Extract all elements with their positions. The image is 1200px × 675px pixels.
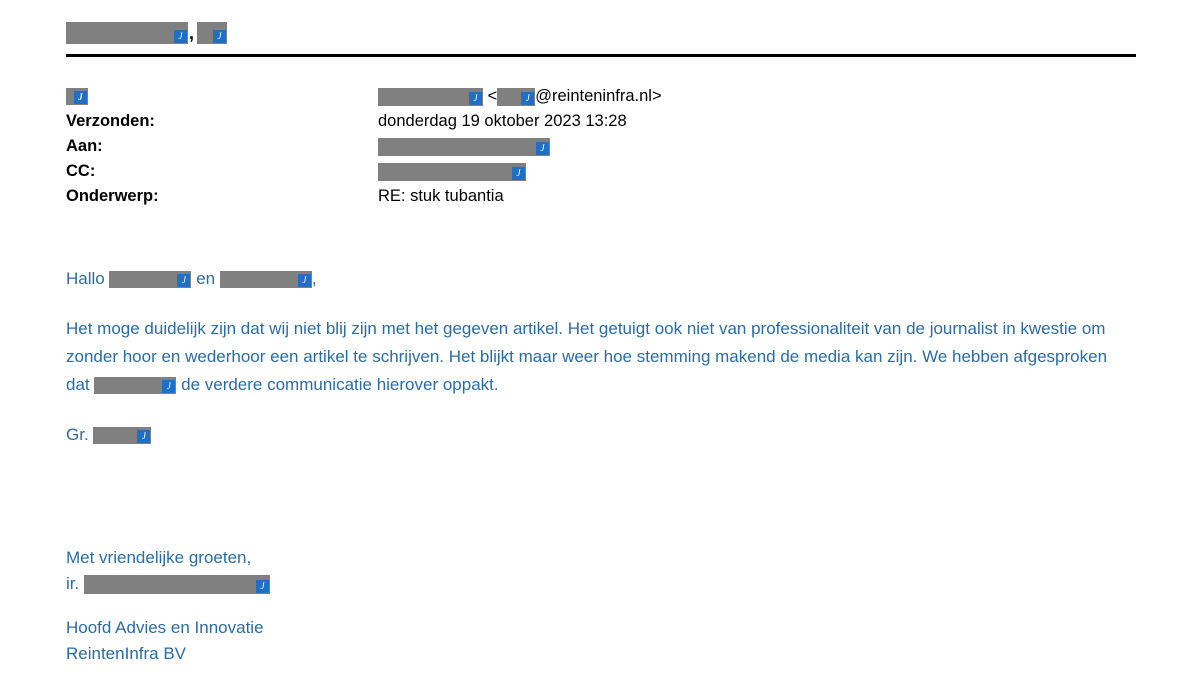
- redaction-box: [378, 138, 550, 156]
- email-header-fields: [66, 84, 1136, 209]
- signature-spacer: [66, 597, 1134, 615]
- signature-role: Hoofd Advies en Innovatie: [66, 618, 264, 637]
- field-label-to: Aan:: [66, 137, 103, 155]
- email-domain: @reinteninfra.nl: [535, 87, 652, 105]
- field-row-sent: [66, 109, 1136, 134]
- signature-greeting: Met vriendelijke groeten,: [66, 548, 252, 567]
- redaction-box: [378, 163, 526, 181]
- field-label-cc: CC:: [66, 162, 96, 180]
- greeting-start: Hallo: [66, 269, 105, 288]
- redaction-box: [197, 22, 227, 44]
- redaction-box: [66, 88, 88, 105]
- body-paragraph: [66, 315, 1134, 399]
- greeting-end: ,: [311, 269, 317, 288]
- angle-close: >: [651, 87, 662, 105]
- redaction-box: [109, 271, 191, 288]
- field-label-subject: Onderwerp:: [66, 187, 159, 205]
- signature-name-line: [66, 571, 1134, 597]
- field-value-subject: RE: stuk tubantia: [378, 187, 504, 205]
- field-label-sent: Verzonden:: [66, 112, 155, 130]
- redaction-tag: J: [213, 30, 226, 43]
- header-divider: [66, 54, 1136, 57]
- redaction-tag: J: [521, 92, 534, 105]
- body-greeting: [66, 265, 1134, 293]
- field-value-from: [378, 84, 1136, 109]
- paragraph-text-part2: de verdere communicatie hierover oppakt.: [181, 375, 499, 394]
- redaction-tag: J: [536, 142, 549, 155]
- field-row-subject: [66, 184, 1136, 209]
- header-separator: ,: [189, 22, 195, 43]
- redaction-box: [93, 427, 151, 444]
- field-value-cc: [378, 159, 1136, 184]
- field-value-to: [378, 134, 1136, 159]
- body-closing: [66, 421, 1134, 449]
- redaction-box: [84, 575, 270, 594]
- redaction-tag: J: [256, 580, 269, 593]
- signature-company: ReintenInfra BV: [66, 644, 187, 663]
- redaction-tag: J: [162, 380, 175, 393]
- email-signature: [66, 545, 1134, 667]
- field-row-cc: [66, 159, 1136, 184]
- redaction-tag: J: [74, 91, 87, 104]
- redaction-tag: J: [177, 274, 190, 287]
- angle-open: <: [487, 87, 498, 105]
- closing-text: Gr.: [66, 425, 89, 444]
- field-row-from: [66, 84, 1136, 109]
- redaction-box: [378, 88, 483, 106]
- field-label-from: [66, 84, 378, 109]
- redaction-tag: J: [137, 430, 150, 443]
- paragraph-text-part1: Het moge duidelijk zijn dat wij niet blij zijn met het gegeven artikel. Het getuigt ook niet van professionaliteit van de journalist in kwestie om zonder hoor en wederhoor een artikel te schrijven. Het blijkt maar weer hoe stemming makend de media kan zijn. We hebben afgesproken dat: [66, 319, 1108, 394]
- redaction-tag: J: [512, 167, 525, 180]
- redaction-box: [66, 22, 188, 44]
- field-value-sent: donderdag 19 oktober 2023 13:28: [378, 112, 627, 130]
- redaction-tag: J: [298, 274, 311, 287]
- field-row-to: [66, 134, 1136, 159]
- greeting-middle: en: [196, 269, 216, 288]
- redaction-box: [94, 377, 176, 394]
- email-body: [66, 265, 1134, 449]
- redaction-box: [497, 88, 535, 106]
- document-header-line: [66, 22, 1133, 48]
- redaction-tag: J: [469, 92, 482, 105]
- redaction-tag: J: [174, 30, 187, 43]
- signature-title-prefix: ir.: [66, 574, 80, 593]
- redaction-box: [220, 271, 312, 288]
